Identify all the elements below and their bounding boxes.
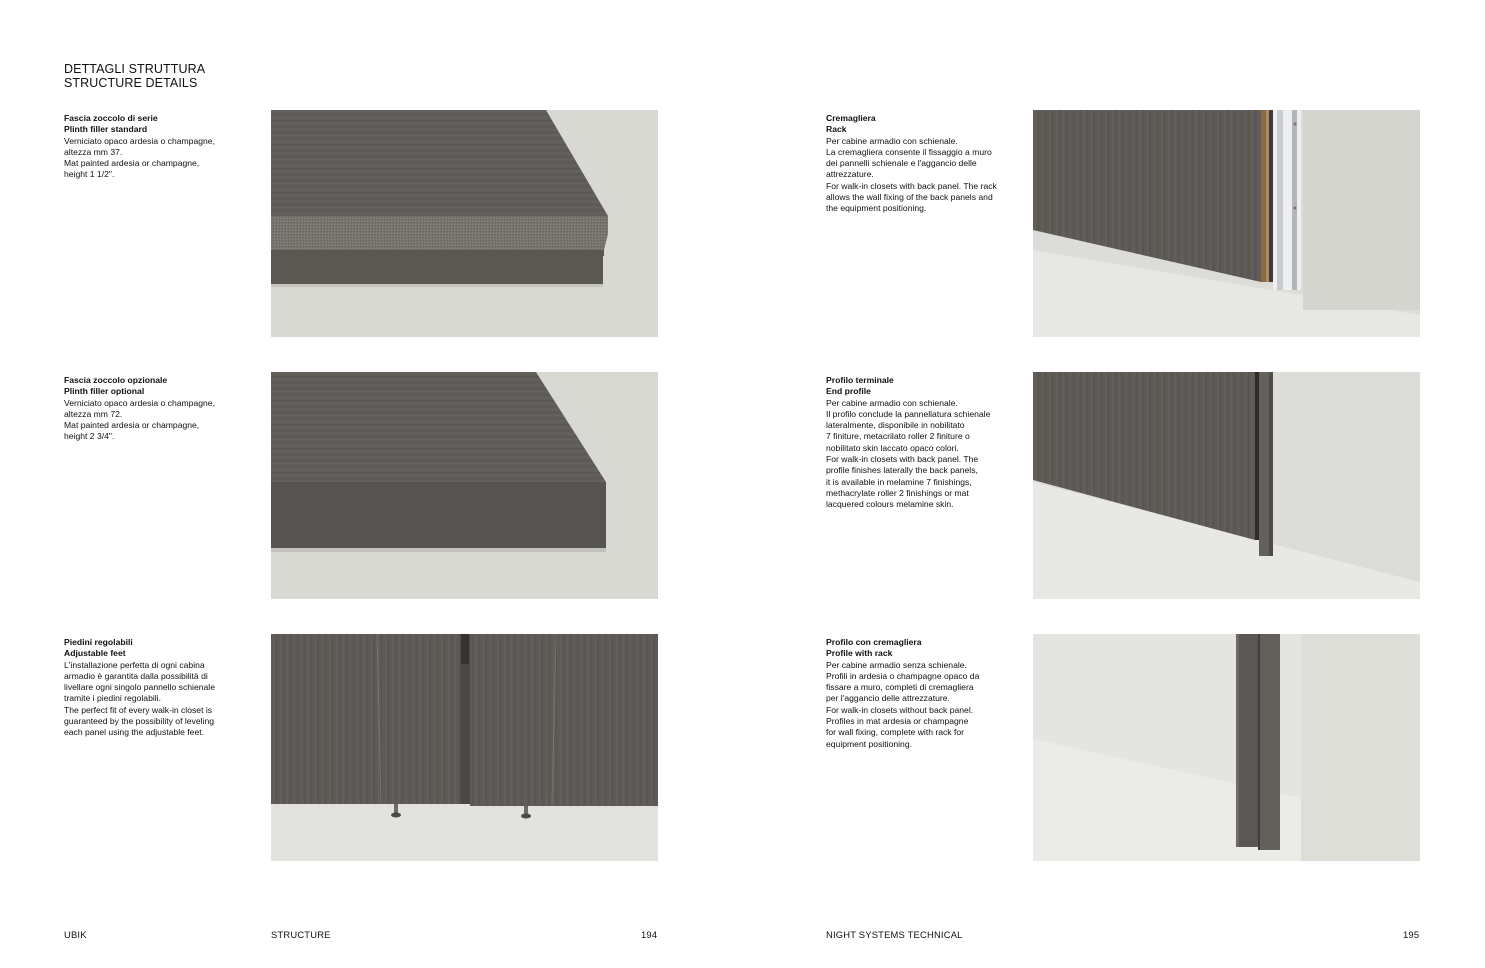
section-end-profile	[826, 375, 1016, 511]
section-line: altezza mm 72.	[64, 408, 123, 419]
footer-catalog: NIGHT SYSTEMS TECHNICAL	[826, 929, 963, 940]
section-title-it: Cremagliera	[826, 113, 876, 123]
section-title-en: Adjustable feet	[64, 648, 126, 659]
section-line: height 1 1/2".	[64, 169, 115, 180]
section-line: per l'aggancio delle attrezzature.	[826, 693, 950, 704]
end-profile-illustration	[1033, 372, 1420, 599]
section-plinth-standard	[64, 113, 234, 181]
section-line: allows the wall fixing of the back panels and	[826, 192, 993, 203]
section-title-it: Fascia zoccolo di serie	[64, 113, 158, 123]
section-line: Verniciato opaco ardesia o champagne,	[64, 397, 215, 408]
section-line: Profili in ardesia o champagne opaco da	[826, 670, 980, 681]
section-title-en: Plinth filler standard	[64, 124, 148, 135]
section-line: dei pannelli schienale e l'aggancio delle	[826, 158, 977, 169]
photo-profile-with-rack	[1033, 634, 1420, 861]
section-line: for wall fixing, complete with rack for	[826, 727, 965, 738]
section-adjustable-feet	[64, 637, 234, 739]
section-line: equipment positioning.	[826, 738, 912, 749]
section-line: armadio è garantita dalla possibilità di	[64, 670, 208, 681]
section-line: nobilitato skin laccato opaco colori.	[826, 442, 959, 453]
section-line: Il profilo conclude la pannellatura schienale	[826, 408, 991, 419]
section-title-it: Profilo con cremagliera	[826, 637, 922, 647]
photo-adjustable-feet	[271, 634, 658, 861]
section-title-en: Profile with rack	[826, 648, 893, 659]
heading-english: STRUCTURE DETAILS	[64, 76, 198, 90]
section-line: L'installazione perfetta di ogni cabina	[64, 659, 205, 670]
section-line: attrezzature.	[826, 169, 874, 180]
section-line: Mat painted ardesia or champagne,	[64, 420, 200, 431]
section-line: Per cabine armadio senza schienale.	[826, 659, 967, 670]
photo-rack	[1033, 110, 1420, 337]
section-line: Per cabine armadio con schienale.	[826, 397, 958, 408]
section-line: lateralmente, disponibile in nobilitato	[826, 420, 965, 431]
section-line: Profiles in mat ardesia or champagne	[826, 716, 969, 727]
section-rack	[826, 113, 1016, 215]
section-line: methacrylate roller 2 finishings or mat	[826, 487, 969, 498]
heading-italian: DETTAGLI STRUTTURA	[64, 62, 206, 76]
photo-plinth-standard	[271, 110, 658, 337]
section-line: altezza mm 37.	[64, 146, 123, 157]
section-title-en: End profile	[826, 386, 871, 397]
section-line: fissare a muro, completi di cremagliera	[826, 682, 974, 693]
plinth-standard-illustration	[271, 110, 658, 337]
section-line: Mat painted ardesia or champagne,	[64, 158, 200, 169]
footer-brand: UBIK	[64, 929, 87, 940]
section-line: For walk-in closets with back panel. The rack	[826, 180, 997, 191]
section-line: 7 finiture, metacrilato roller 2 finiture o	[826, 431, 970, 442]
footer-section: STRUCTURE	[271, 929, 331, 940]
page-number-right: 195	[1403, 929, 1420, 940]
section-line: Verniciato opaco ardesia o champagne,	[64, 135, 215, 146]
photo-plinth-optional	[271, 372, 658, 599]
section-line: livellare ogni singolo pannello schienale	[64, 682, 215, 693]
section-line: For walk-in closets without back panel.	[826, 704, 974, 715]
section-profile-with-rack	[826, 637, 1016, 750]
profile-with-rack-illustration	[1033, 634, 1420, 861]
section-title-it: Piedini regolabili	[64, 637, 133, 647]
section-line: each panel using the adjustable feet.	[64, 727, 204, 738]
section-line: guaranteed by the possibility of leveling	[64, 716, 215, 727]
section-line: La cremagliera consente il fissaggio a muro	[826, 146, 992, 157]
section-plinth-optional	[64, 375, 234, 443]
adjustable-feet-illustration	[271, 634, 658, 861]
rack-illustration	[1033, 110, 1420, 337]
section-line: height 2 3/4".	[64, 431, 115, 442]
section-line: For walk-in closets with back panel. The	[826, 454, 979, 465]
section-line: lacquered colours melamine skin.	[826, 499, 954, 510]
section-title-it: Profilo terminale	[826, 375, 894, 385]
page-number-left: 194	[641, 929, 658, 940]
section-line: the equipment positioning.	[826, 203, 927, 214]
section-title-it: Fascia zoccolo opzionale	[64, 375, 168, 385]
page-heading	[64, 62, 205, 90]
plinth-optional-illustration	[271, 372, 658, 599]
section-line: tramite i piedini regolabili.	[64, 693, 161, 704]
section-title-en: Plinth filler optional	[64, 386, 145, 397]
section-line: The perfect fit of every walk-in closet is	[64, 704, 213, 715]
section-line: Per cabine armadio con schienale.	[826, 135, 958, 146]
section-line: it is available in melamine 7 finishings,	[826, 476, 972, 487]
section-title-en: Rack	[826, 124, 847, 135]
section-line: profile finishes laterally the back panels,	[826, 465, 978, 476]
photo-end-profile	[1033, 372, 1420, 599]
